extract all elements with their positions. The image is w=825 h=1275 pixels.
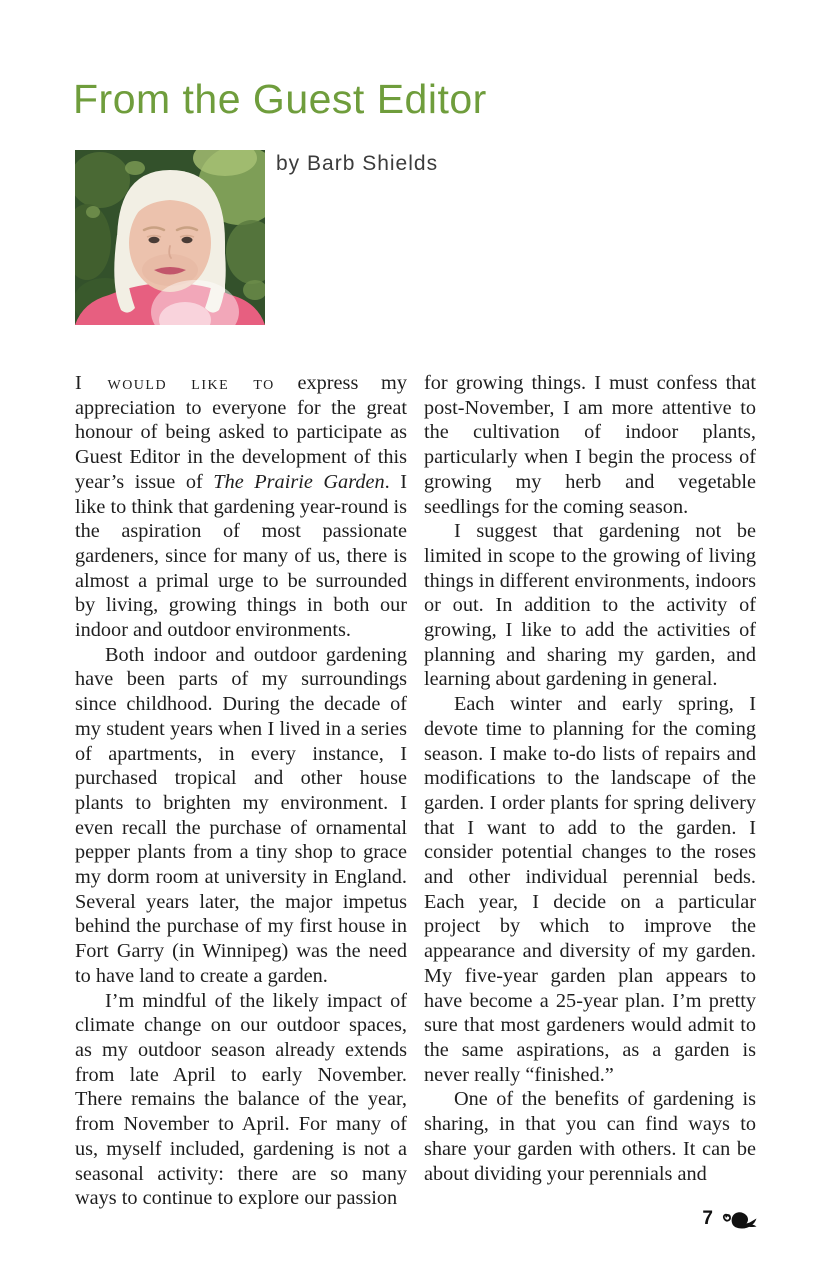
paragraph-text-segment: Each winter and early spring, I devote time to planning for the coming season. I make to-do lists of repairs and modifications to the landscape of the garden. I order plants for spring delivery that I want to add to the garden. I consider potential changes to the roses and other individual perennial beds. Each year, I decide on a particular project by which to improve the appearance and diversity of my garden. My five-year garden plan appears to have become a 25-year plan. I’m pretty sure that most gardeners would admit to the same aspirations, as a garden is never really “finished.”: [424, 693, 756, 1086]
paragraph-text-segment: I would like to: [75, 372, 275, 394]
article-paragraph: [75, 643, 407, 989]
article-paragraph: [424, 1087, 756, 1186]
article-body: [75, 371, 756, 1211]
paragraph-text-segment: for growing things. I must confess that post-November, I am more attentive to the cultivation of indoor plants, particularly when I begin the process of growing my herb and vegetable seedlings for the coming season.: [424, 372, 756, 518]
article-paragraph: [424, 519, 756, 692]
page-title: From the Guest Editor: [73, 76, 487, 122]
paragraph-text-segment: . I like to think that gardening year-round is the aspiration of most passionate gardeners, since for many of us, there is almost a primal urge to be surrounded by living, growing things in both our indoor and outdoor environments.: [75, 470, 407, 642]
paragraph-text-segment: I’m mindful of the likely impact of climate change on our outdoor spaces, as my outdoor season already extends from late April to early November. There remains the balance of the year, from November to April. For many of us, myself included, gardening is not a seasonal activity: there are so many ways to continue to explore our passion: [75, 989, 407, 1210]
article-paragraph: [75, 371, 407, 643]
page-number: 7: [702, 1207, 713, 1229]
portrait-photo-illustration: [75, 150, 265, 325]
byline: by Barb Shields: [276, 152, 439, 175]
article-paragraph: [424, 371, 756, 519]
bird-ornament-icon: [720, 1206, 757, 1231]
article-paragraph: [424, 692, 756, 1087]
paragraph-text-segment: One of the benefits of gardening is sharing, in that you can find ways to share your garden with others. It can be about dividing your perennials and: [424, 1088, 756, 1185]
portrait-photo: [75, 150, 265, 325]
paragraph-text-segment: express my appreciation to everyone for the great honour of being asked to participate as Guest Editor in the development of this year’s issue of: [75, 372, 407, 493]
article-paragraph: [75, 989, 407, 1211]
paragraph-text-segment: I suggest that gardening not be limited in scope to the growing of living things in different environments, indoors or out. In addition to the activity of growing, I like to add the activities of planning and sharing my garden, and learning about gardening in general.: [424, 520, 756, 691]
text-column-right: [424, 371, 756, 1211]
paragraph-text-segment: The Prairie Garden: [213, 470, 385, 493]
paragraph-text-segment: Both indoor and outdoor gardening have been parts of my surroundings since childhood. During the decade of my student years when I lived in a series of apartments, in every instance, I purchased tropical and other house plants to brighten my environment. I even recall the purchase of ornamental pepper plants from a tiny shop to grace my dorm room at university in England. Several years later, the major impetus behind the purchase of my first house in Fort Garry (in Winnipeg) was the need to have land to create a garden.: [75, 643, 407, 987]
page-footer: [0, 1206, 757, 1231]
text-column-left: [75, 371, 407, 1211]
